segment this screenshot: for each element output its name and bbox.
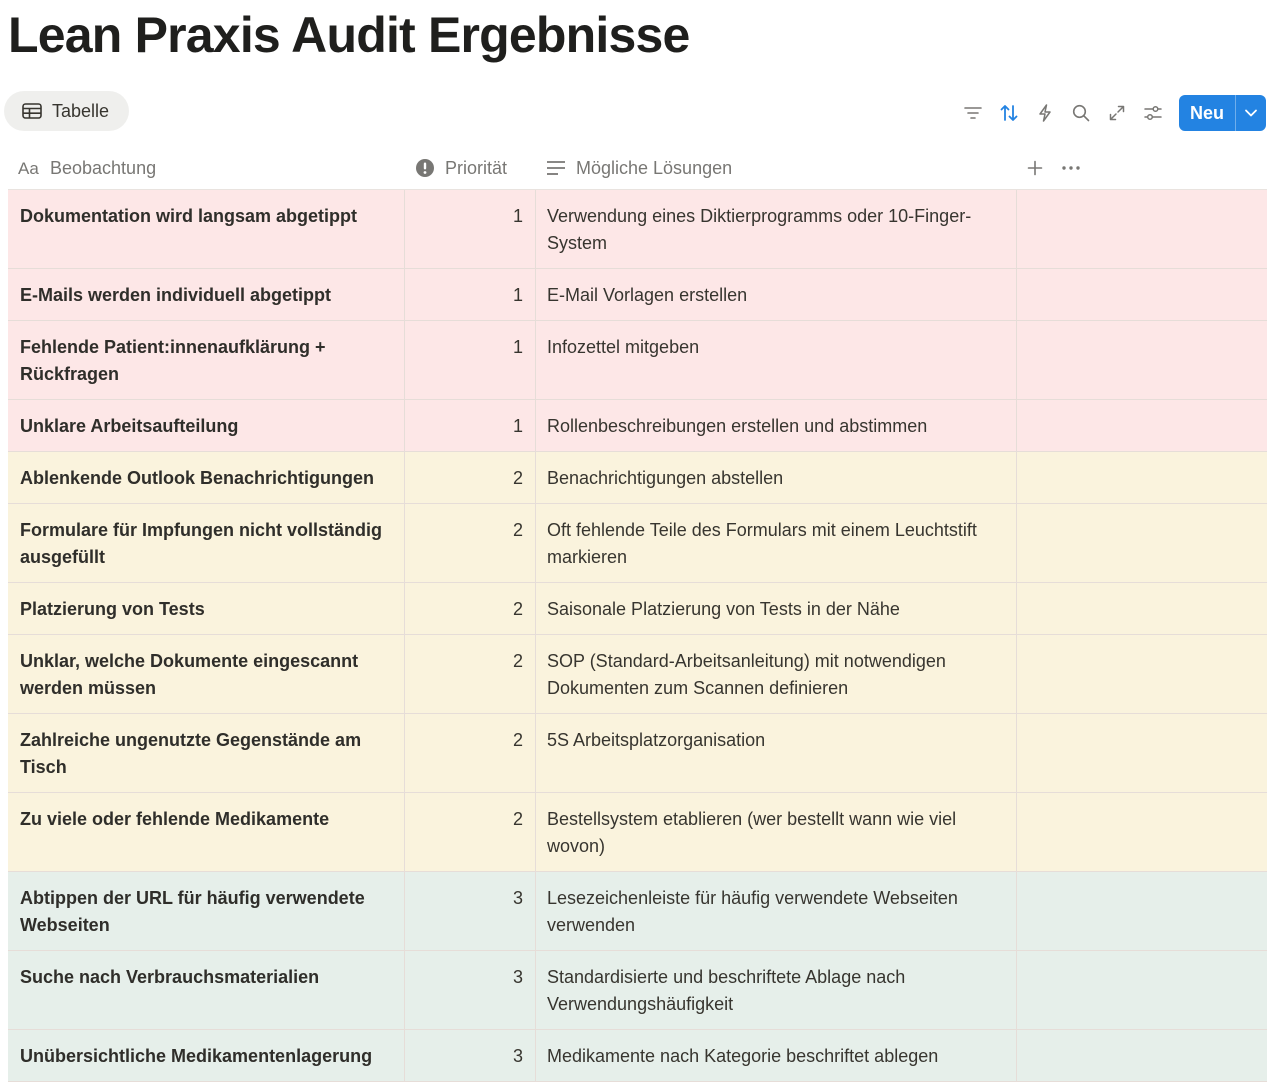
add-column-button[interactable] (1017, 150, 1053, 186)
ellipsis-icon (1062, 166, 1080, 170)
observation-cell[interactable]: Unübersichtliche Medikamentenlagerung (8, 1030, 405, 1081)
empty-cell (1017, 321, 1267, 399)
tab-table-view[interactable] (4, 91, 129, 131)
solution-cell[interactable]: SOP (Standard-Arbeitsanleitung) mit notwendigen Dokumenten zum Scannen definieren (536, 635, 1017, 713)
solution-cell[interactable]: Saisonale Platzierung von Tests in der Nähe (536, 583, 1017, 634)
observation-cell[interactable]: Formulare für Impfungen nicht vollständig ausgefüllt (8, 504, 405, 582)
observation-cell[interactable]: Abtippen der URL für häufig verwendete Webseiten (8, 872, 405, 950)
priority-cell[interactable]: 2 (405, 583, 536, 634)
empty-cell (1017, 1030, 1267, 1081)
table-row[interactable] (8, 793, 1267, 872)
observation-cell[interactable]: Suche nach Verbrauchsmaterialien (8, 951, 405, 1029)
svg-text:Aa: Aa (18, 159, 39, 178)
priority-cell[interactable]: 1 (405, 269, 536, 320)
empty-cell (1017, 452, 1267, 503)
table-row[interactable] (8, 190, 1267, 269)
empty-cell (1017, 951, 1267, 1029)
observation-cell[interactable]: Fehlende Patient:innenaufklärung + Rückfragen (8, 321, 405, 399)
priority-cell[interactable]: 1 (405, 190, 536, 268)
page-title: Lean Praxis Audit Ergebnisse (8, 7, 690, 63)
table-row[interactable] (8, 321, 1267, 400)
empty-cell (1017, 714, 1267, 792)
table-row[interactable] (8, 635, 1267, 714)
solution-cell[interactable]: Bestellsystem etablieren (wer bestellt wann wie viel wovon) (536, 793, 1017, 871)
more-options-button[interactable] (1053, 150, 1089, 186)
column-header-priority[interactable] (405, 147, 536, 189)
priority-cell[interactable]: 1 (405, 400, 536, 451)
table-icon (22, 103, 42, 119)
solution-cell[interactable]: Lesezeichenleiste für häufig verwendete Webseiten verwenden (536, 872, 1017, 950)
observation-cell[interactable]: E-Mails werden individuell abgetippt (8, 269, 405, 320)
priority-cell[interactable]: 2 (405, 504, 536, 582)
observation-cell[interactable]: Platzierung von Tests (8, 583, 405, 634)
exclamation-circle-icon (415, 158, 435, 178)
text-property-icon (18, 160, 40, 176)
solution-cell[interactable]: Rollenbeschreibungen erstellen und abstimmen (536, 400, 1017, 451)
search-icon (1072, 104, 1090, 122)
empty-cell (1017, 504, 1267, 582)
expand-button[interactable] (1099, 95, 1135, 131)
priority-cell[interactable]: 2 (405, 793, 536, 871)
column-header-observation[interactable] (8, 147, 405, 189)
solution-cell[interactable]: Oft fehlende Teile des Formulars mit einem Leuchtstift markieren (536, 504, 1017, 582)
observation-cell[interactable]: Dokumentation wird langsam abgetippt (8, 190, 405, 268)
column-label: Priorität (445, 157, 508, 178)
empty-cell (1017, 190, 1267, 268)
settings-icon (1144, 105, 1162, 121)
database-toolbar (955, 95, 1266, 131)
solution-cell[interactable]: Verwendung eines Diktierprogramms oder 10-Finger-System (536, 190, 1017, 268)
filter-icon (964, 106, 982, 120)
new-dropdown-button[interactable] (1235, 95, 1266, 131)
search-button[interactable] (1063, 95, 1099, 131)
new-button[interactable]: Neu (1189, 102, 1224, 123)
column-header-solutions[interactable] (536, 147, 1017, 189)
observation-cell[interactable]: Unklare Arbeitsaufteilung (8, 400, 405, 451)
table-row[interactable] (8, 452, 1267, 504)
solution-cell[interactable]: 5S Arbeitsplatzorganisation (536, 714, 1017, 792)
priority-cell[interactable]: 2 (405, 714, 536, 792)
plus-icon (1027, 160, 1043, 176)
tab-label: Tabelle (52, 100, 110, 121)
sort-button[interactable] (991, 95, 1027, 131)
solution-cell[interactable]: Medikamente nach Kategorie beschriftet ablegen (536, 1030, 1017, 1081)
table-row[interactable] (8, 1030, 1267, 1082)
table-row[interactable] (8, 400, 1267, 452)
empty-cell (1017, 583, 1267, 634)
priority-cell[interactable]: 2 (405, 635, 536, 713)
empty-cell (1017, 400, 1267, 451)
table-header (8, 147, 1267, 189)
priority-cell[interactable]: 1 (405, 321, 536, 399)
table-row[interactable] (8, 504, 1267, 583)
observation-cell[interactable]: Unklar, welche Dokumente eingescannt werden müssen (8, 635, 405, 713)
column-label: Mögliche Lösungen (576, 157, 733, 178)
expand-icon (1109, 105, 1125, 121)
empty-cell (1017, 269, 1267, 320)
priority-cell[interactable]: 3 (405, 951, 536, 1029)
column-label: Beobachtung (50, 157, 157, 178)
audit-table (8, 189, 1267, 1082)
filter-button[interactable] (955, 95, 991, 131)
empty-cell (1017, 872, 1267, 950)
table-row[interactable] (8, 714, 1267, 793)
solution-cell[interactable]: Benachrichtigungen abstellen (536, 452, 1017, 503)
priority-cell[interactable]: 3 (405, 872, 536, 950)
table-row[interactable] (8, 951, 1267, 1030)
automation-icon (1038, 104, 1052, 122)
priority-cell[interactable]: 2 (405, 452, 536, 503)
observation-cell[interactable]: Zu viele oder fehlende Medikamente (8, 793, 405, 871)
sort-icon (1000, 104, 1018, 122)
table-row[interactable] (8, 583, 1267, 635)
solution-cell[interactable]: Standardisierte und beschriftete Ablage nach Verwendungshäufigkeit (536, 951, 1017, 1029)
empty-cell (1017, 793, 1267, 871)
automation-button[interactable] (1027, 95, 1063, 131)
table-row[interactable] (8, 872, 1267, 951)
new-button-group (1179, 95, 1266, 131)
observation-cell[interactable]: Ablenkende Outlook Benachrichtigungen (8, 452, 405, 503)
table-row[interactable] (8, 269, 1267, 321)
chevron-down-icon (1245, 109, 1257, 117)
text-lines-icon (546, 160, 566, 176)
observation-cell[interactable]: Zahlreiche ungenutzte Gegenstände am Tisch (8, 714, 405, 792)
settings-button[interactable] (1135, 95, 1171, 131)
solution-cell[interactable]: Infozettel mitgeben (536, 321, 1017, 399)
solution-cell[interactable]: E-Mail Vorlagen erstellen (536, 269, 1017, 320)
empty-cell (1017, 635, 1267, 713)
priority-cell[interactable]: 3 (405, 1030, 536, 1081)
